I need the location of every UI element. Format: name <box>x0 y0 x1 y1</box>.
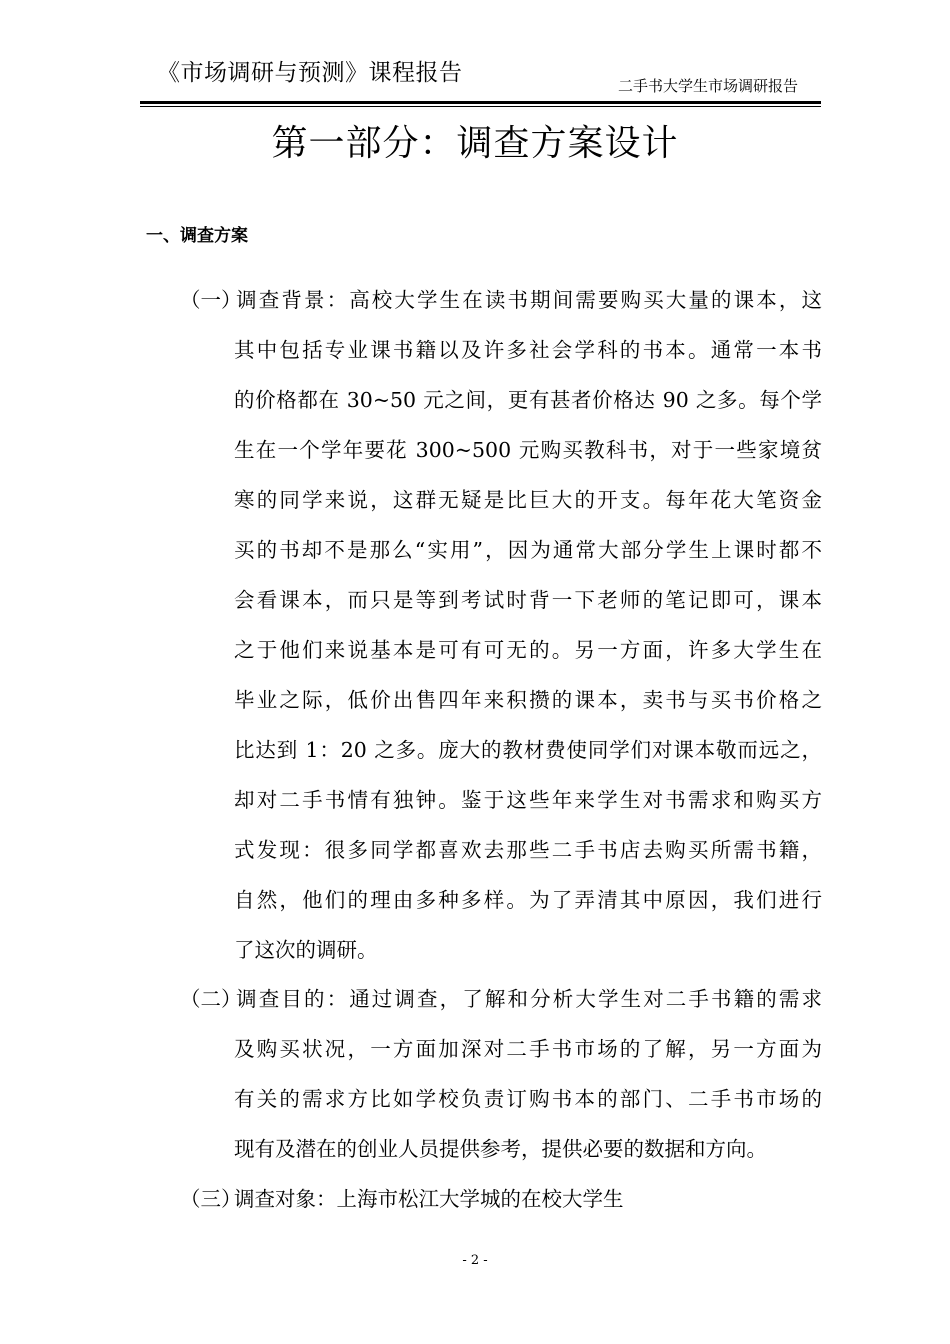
paragraph-purpose <box>180 974 822 1174</box>
part-title: 第一部分：调查方案设计 <box>271 123 679 164</box>
paragraph-line: 及购买状况，一方面加深对二手书市场的了解，另一方面为 <box>234 1037 822 1061</box>
paragraph-background <box>180 275 822 975</box>
paragraph-line: 毕业之际，低价出售四年来积攒的课本，卖书与买书价格之 <box>234 688 822 712</box>
paragraph-line: 现有及潜在的创业人员提供参考，提供必要的数据和方向。 <box>234 1137 767 1161</box>
paragraph-marker: （三） <box>180 1187 242 1211</box>
paragraph-line: 生在一个学年要花 300~500 元购买教科书，对于一些家境贫 <box>234 438 822 462</box>
paragraph-line: 自然，他们的理由多种多样。为了弄清其中原因，我们进行 <box>234 888 822 912</box>
section-heading: 一、调查方案 <box>146 226 248 246</box>
paragraph-line <box>180 275 822 325</box>
paragraph-line: 却对二手书情有独钟。鉴于这些年来学生对书需求和购买方 <box>234 788 822 812</box>
paragraph-marker: （二） <box>180 987 242 1011</box>
page-number: - 2 - <box>462 1253 488 1268</box>
paragraph-line: 的价格都在 30~50 元之间，更有甚者价格达 90 之多。每个学 <box>234 388 822 412</box>
paragraph-line: 寒的同学来说，这群无疑是比巨大的开支。每年花大笔资金 <box>234 488 822 512</box>
paragraph-line: 有关的需求方比如学校负责订购书本的部门、二手书市场的 <box>234 1087 822 1111</box>
line-text: 调查对象：上海市松江大学城的在校大学生 <box>234 1187 624 1211</box>
paragraph-line <box>180 1174 822 1224</box>
paragraph-line: 之于他们来说基本是可有可无的。另一方面，许多大学生在 <box>234 638 822 662</box>
header-rule-thick <box>140 101 821 104</box>
paragraph-line: 买的书却不是那么“实用”，因为通常大部分学生上课时都不 <box>234 538 822 562</box>
paragraph-line: 比达到 1：20 之多。庞大的教材费使同学们对课本敬而远之， <box>234 738 822 762</box>
paragraph-line <box>180 974 822 1024</box>
header-report-title: 二手书大学生市场调研报告 <box>618 77 799 95</box>
header-rule-thin <box>140 106 821 107</box>
line-text: 调查目的：通过调查，了解和分析大学生对二手书籍的需求 <box>234 987 822 1011</box>
line-text: 调查背景：高校大学生在读书期间需要购买大量的课本，这 <box>234 288 822 312</box>
paragraph-marker: （一） <box>180 288 242 312</box>
paragraph-line: 式发现：很多同学都喜欢去那些二手书店去购买所需书籍， <box>234 838 822 862</box>
paragraph-line: 了这次的调研。 <box>234 938 378 962</box>
paragraph-subjects <box>180 1174 822 1224</box>
paragraph-line: 会看课本，而只是等到考试时背一下老师的笔记即可，课本 <box>234 588 822 612</box>
paragraph-line: 其中包括专业课书籍以及许多社会学科的书本。通常一本书 <box>234 338 822 362</box>
header-course-title: 《市场调研与预测》课程报告 <box>157 60 463 86</box>
